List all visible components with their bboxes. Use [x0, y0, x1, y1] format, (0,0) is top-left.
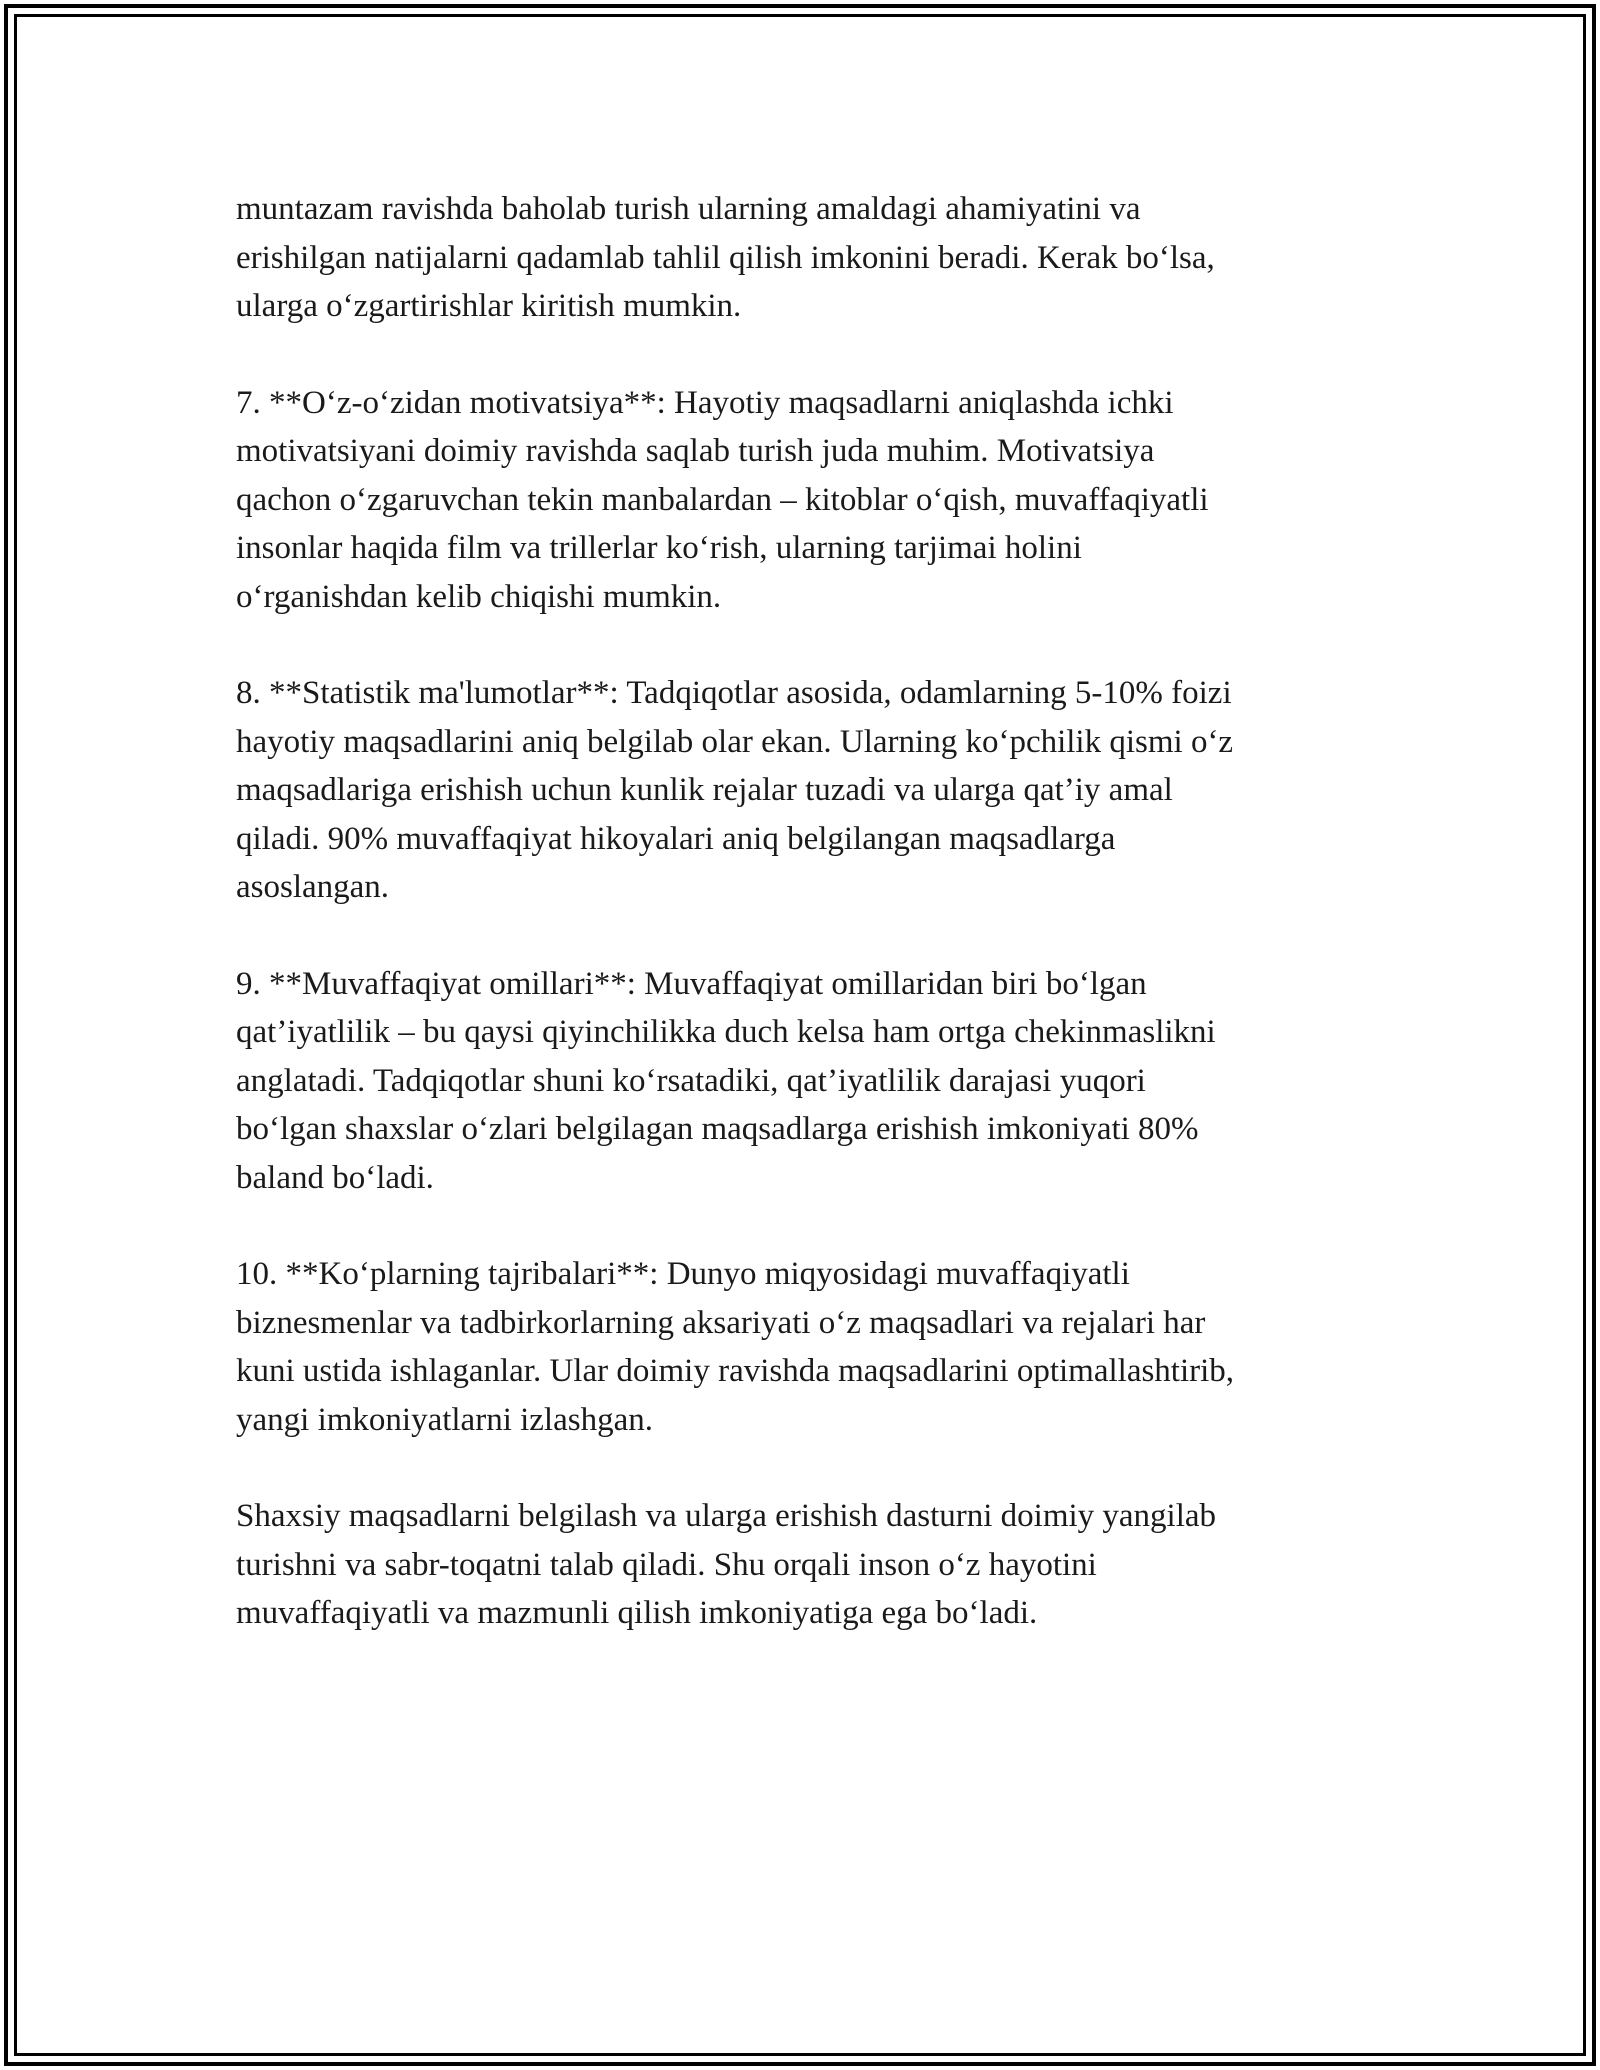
paragraph-evaluation: muntazam ravishda baholab turish ularning amaldagi ahamiyatini va erishilgan natijalarni qadamlab tahlil qilish imkonini beradi. Kerak bo‘lsa, ularga o‘zgartirishlar kiritish mumkin. [236, 191, 1215, 324]
paragraph-self-motivation: 7. **O‘z-o‘zidan motivatsiya**: Hayotiy maqsadlarni aniqlashda ichki motivatsiyani doimiy ravishda saqlab turish juda muhim. Motivatsiya qachon o‘zgaruvchan tekin manbalardan – kitoblar o‘qish, muvaffaqiyatli insonlar haqida film va trillerlar ko‘rish, ularning tarjimai holini o‘rganishdan kelib chiqishi mumkin. [236, 384, 1209, 615]
paragraph-experiences: 10. **Ko‘plarning tajribalari**: Dunyo miqyosidagi muvaffaqiyatli biznesmenlar va tadbirkorlarning aksariyati o‘z maqsadlari va rejalari har kuni ustida ishlaganlar. Ular doimiy ravishda maqsadlarini optimallashtirib, yangi imkoniyatlarni izlashgan. [236, 1256, 1235, 1438]
paragraph-success-factors: 9. **Muvaffaqiyat omillari**: Muvaffaqiyat omillaridan biri bo‘lgan qat’iyatlilik – bu qaysi qiyinchilikka duch kelsa ham ortga chekinmaslikni anglatadi. Tadqiqotlar shuni ko‘rsatadiki, qat’iyatlilik darajasi yuqori bo‘lgan shaxslar o‘zlari belgilagan maqsadlarga erishish imkoniyati 80% baland bo‘ladi. [236, 965, 1216, 1196]
paragraph-statistics: 8. **Statistik ma'lumotlar**: Tadqiqotlar asosida, odamlarning 5-10% foizi hayotiy maqsadlarini aniq belgilab olar ekan. Ularning ko‘pchilik qismi o‘z maqsadlariga erishish uchun kunlik rejalar tuzadi va ularga qat’iy amal qiladi. 90% muvaffaqiyat hikoyalari aniq belgilangan maqsadlarga asoslangan. [236, 675, 1234, 905]
document-body [236, 185, 1366, 1686]
paragraph-conclusion: Shaxsiy maqsadlarni belgilash va ularga erishish dasturni doimiy yangilab turishni va sabr-toqatni talab qiladi. Shu orqali inson o‘z hayotini muvaffaqiyatli va mazmunli qilish imkoniyatiga ega bo‘ladi. [236, 1498, 1217, 1631]
